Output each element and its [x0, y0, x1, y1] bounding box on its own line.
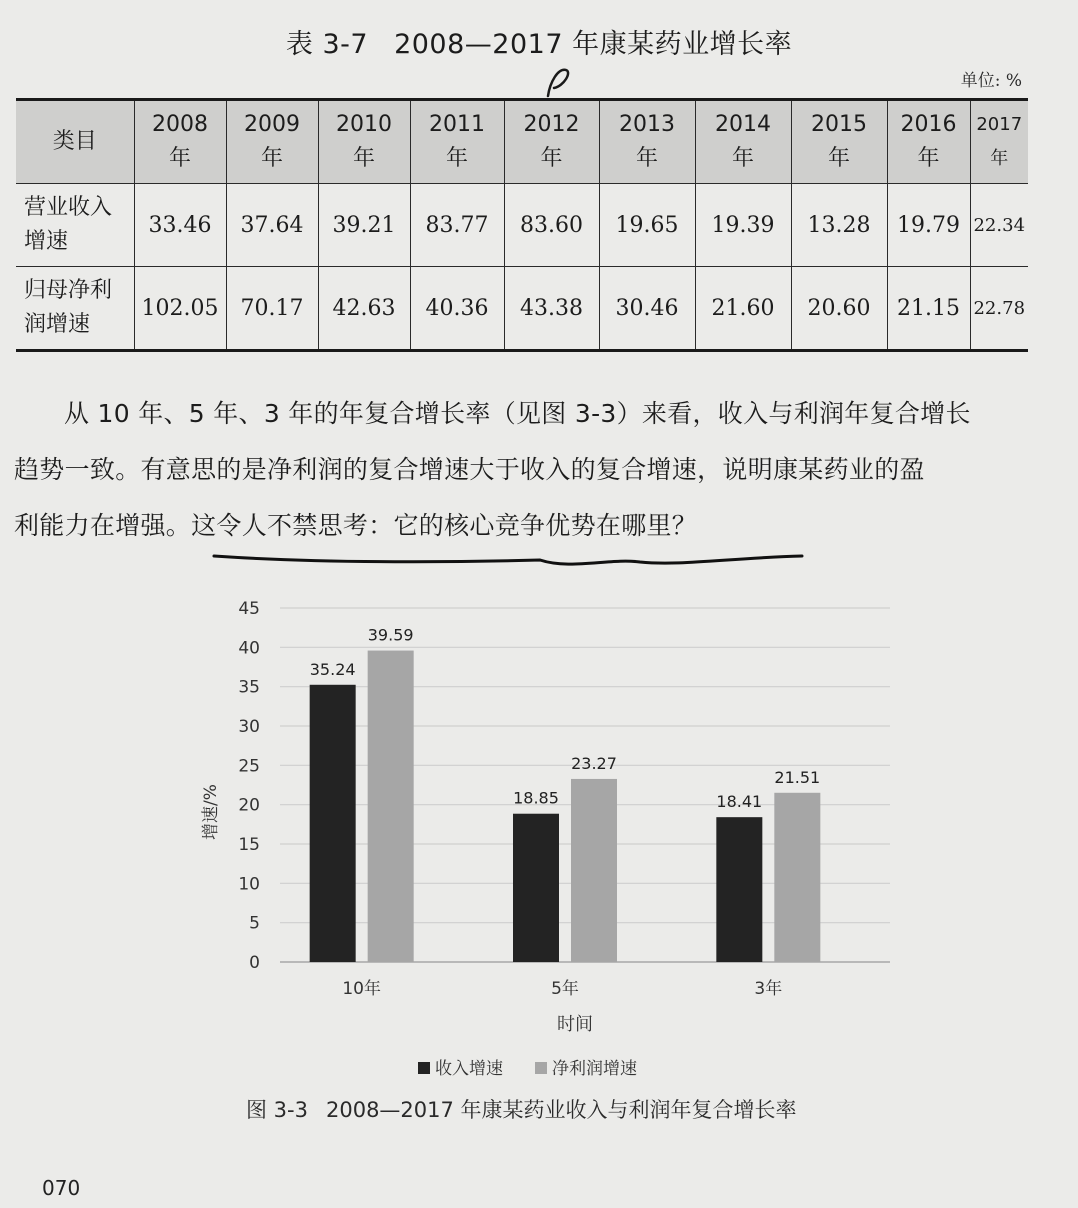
- x-axis-label: 时间: [557, 1014, 593, 1035]
- y-tick-label: 0: [249, 953, 260, 973]
- body-paragraph: [14, 386, 1044, 554]
- paragraph-line: 趋势一致。有意思的是净利润的复合增速大于收入的复合增速，说明康某药业的盈: [14, 455, 925, 484]
- y-tick-label: 40: [238, 638, 260, 659]
- table-cell: 33.46: [134, 184, 226, 267]
- table-number: 表 3-7: [285, 29, 369, 60]
- table-cell: 20.60: [791, 267, 887, 351]
- bar-value-label: 23.27: [571, 753, 617, 773]
- legend-label: 净利润增速: [552, 1059, 637, 1079]
- bar: [571, 779, 617, 962]
- y-axis-ticks: [238, 599, 260, 973]
- chart-legend: [418, 1059, 637, 1079]
- growth-bar-chart: [190, 590, 910, 1080]
- year-header-label: 2017 年: [976, 114, 1023, 169]
- paragraph-line: [14, 498, 1044, 554]
- bar-value-label: 18.85: [513, 788, 559, 808]
- year-header-label: 2009 年: [244, 112, 300, 171]
- row-label: 营业收入 增速: [16, 184, 134, 267]
- table-cell: 70.17: [226, 267, 318, 351]
- y-tick-label: 20: [238, 795, 260, 816]
- year-header: [887, 100, 970, 184]
- legend-swatch: [535, 1062, 547, 1074]
- figure-number: 图 3-3: [246, 1098, 308, 1122]
- y-tick-label: 30: [238, 717, 260, 737]
- y-tick-label: 35: [238, 677, 260, 698]
- figure-caption: [246, 1094, 797, 1124]
- growth-rate-table: [16, 98, 1028, 352]
- table-row: [16, 184, 1028, 267]
- year-header-label: 2012 年: [523, 112, 580, 171]
- table-cell: 13.28: [791, 184, 887, 267]
- table-cell: 102.05: [134, 267, 226, 351]
- table-cell: 19.79: [887, 184, 970, 267]
- table-cell: 42.63: [318, 267, 410, 351]
- table-row: [16, 267, 1028, 351]
- y-axis-label: 增速/%: [201, 784, 221, 840]
- table-header-row: [16, 100, 1028, 184]
- x-tick-label: 10年: [342, 979, 381, 999]
- bar: [716, 817, 762, 962]
- year-header-label: 2014 年: [715, 112, 771, 171]
- table-cell: 19.39: [695, 184, 791, 267]
- table-cell: 22.78: [973, 297, 1026, 319]
- bar-value-label: 35.24: [309, 659, 356, 679]
- year-header: [599, 100, 695, 184]
- y-tick-label: 45: [238, 599, 260, 619]
- chart-bars: [310, 626, 821, 962]
- table-unit: 单位: %: [960, 71, 1022, 91]
- page-number: 070: [42, 1176, 81, 1200]
- table-cell: 21.15: [887, 267, 970, 351]
- pen-annotation-mark: [540, 62, 580, 102]
- table-cell: 22.34: [970, 184, 1028, 267]
- table-cell: 40.36: [410, 267, 504, 351]
- legend-swatch: [418, 1062, 430, 1074]
- year-header-label: 2015 年: [811, 112, 867, 171]
- table-cell: 83.60: [504, 184, 599, 267]
- year-header-label: 2013 年: [619, 112, 675, 171]
- year-header-label: 2008 年: [152, 112, 208, 171]
- y-tick-label: 25: [238, 756, 260, 777]
- table-cell: 21.60: [695, 267, 791, 351]
- table-cell: 43.38: [504, 267, 599, 351]
- paragraph-line: 从 10 年、5 年、3 年的年复合增长率（见图 3-3）来看，收入与利润年复合增长: [64, 399, 971, 428]
- year-header: [410, 100, 504, 184]
- bar: [774, 793, 820, 962]
- year-header: [791, 100, 887, 184]
- x-tick-label: 3年: [754, 979, 783, 999]
- year-header-label: 2011 年: [429, 112, 485, 171]
- y-tick-label: 5: [249, 913, 260, 934]
- bar-value-label: 39.59: [367, 625, 414, 645]
- corner-header: 类目: [16, 100, 134, 184]
- table-cell: 83.77: [410, 184, 504, 267]
- y-tick-label: 10: [238, 874, 260, 895]
- underlined-question: 这令人不禁思考：它的核心竞争优势在哪里？: [191, 511, 698, 540]
- table-cell: 19.65: [599, 184, 695, 267]
- year-header: [226, 100, 318, 184]
- table-title: [0, 22, 1078, 61]
- bar: [310, 685, 356, 962]
- handwritten-underline: [210, 548, 810, 576]
- bar: [513, 814, 559, 962]
- legend-label: 收入增速: [435, 1059, 503, 1079]
- year-header: [695, 100, 791, 184]
- year-header: [504, 100, 599, 184]
- year-header-label: 2010 年: [336, 112, 392, 171]
- year-header-label: 2016 年: [900, 112, 957, 171]
- figure-title: 2008—2017 年康某药业收入与利润年复合增长率: [325, 1098, 797, 1122]
- row-label: 归母净利 润增速: [16, 267, 134, 351]
- table-caption: 2008—2017 年康某药业增长率: [394, 29, 793, 60]
- year-header: [318, 100, 410, 184]
- table-cell: 39.21: [318, 184, 410, 267]
- table-cell: 30.46: [599, 267, 695, 351]
- year-header: [134, 100, 226, 184]
- table-cell: 37.64: [226, 184, 318, 267]
- bar-value-label: 21.51: [774, 767, 821, 787]
- paragraph-text: 利能力在增强。: [14, 511, 192, 540]
- y-tick-label: 15: [238, 835, 260, 855]
- x-axis-ticks: [342, 978, 782, 999]
- bar-value-label: 18.41: [716, 792, 763, 812]
- bar: [368, 651, 414, 962]
- year-header: [970, 100, 1028, 184]
- x-tick-label: 5年: [551, 979, 579, 999]
